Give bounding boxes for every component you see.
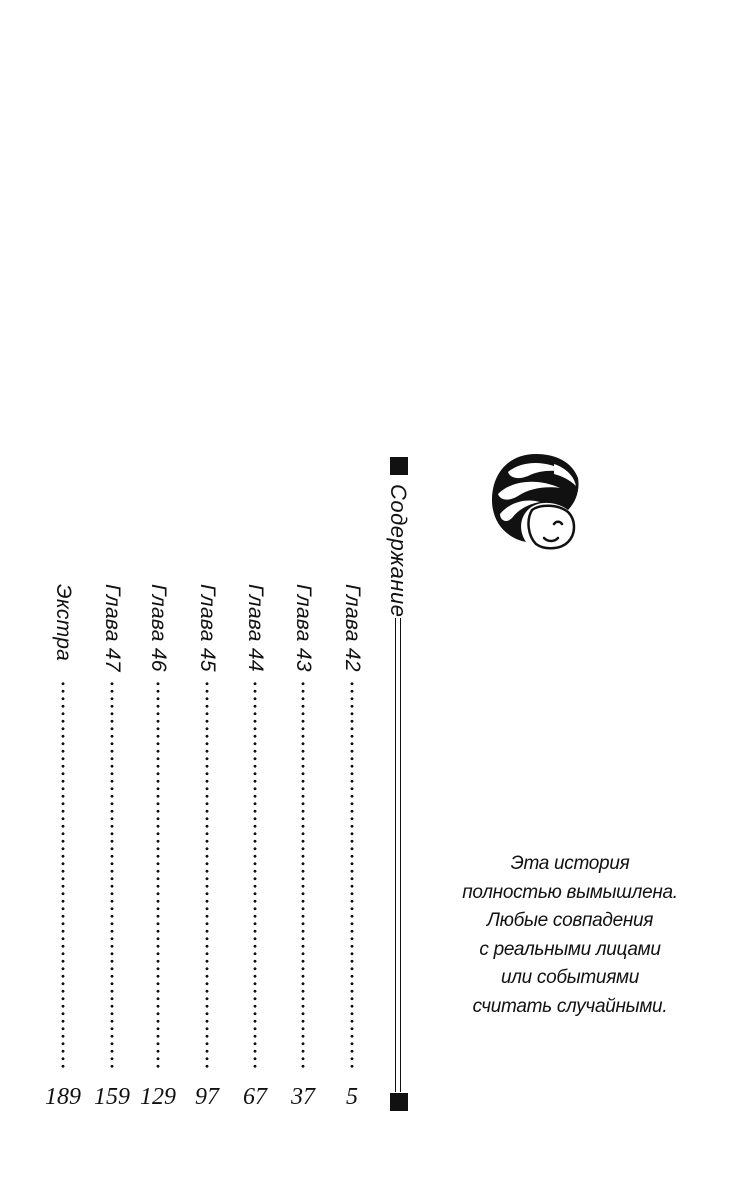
toc-leader-dots <box>301 680 305 1070</box>
toc-entry-label: Глава 44 <box>244 584 267 672</box>
toc-leader-dots <box>156 680 160 1070</box>
toc-entry-label: Глава 43 <box>292 584 315 672</box>
toc-entry[interactable] <box>235 584 275 1114</box>
toc-entry[interactable] <box>187 584 227 1114</box>
toc-entry-page: 97 <box>195 1084 219 1110</box>
toc-leader-dots <box>61 680 65 1070</box>
contents-title: Содержание <box>386 484 411 618</box>
toc-entry-label: Глава 42 <box>341 584 364 672</box>
toc-entry[interactable] <box>332 584 372 1114</box>
toc-entry-label: Глава 47 <box>101 584 124 672</box>
toc-entry[interactable] <box>43 584 83 1114</box>
disclaimer-line: или событиями <box>500 967 640 988</box>
disclaimer-line: с реальными лицами <box>479 938 661 960</box>
contents-start-marker <box>390 457 408 475</box>
disclaimer-line: Эта история <box>510 853 630 874</box>
contents-divider <box>395 618 401 1092</box>
toc-entry-label: Экстра <box>52 584 75 662</box>
toc-leader-dots <box>253 680 257 1070</box>
toc-entry[interactable] <box>138 584 178 1114</box>
toc-entry-label: Глава 46 <box>147 584 170 672</box>
toc-entry-page: 189 <box>45 1084 81 1110</box>
disclaimer-line: Любые совпадения <box>486 910 654 931</box>
toc-entry-page: 129 <box>140 1084 176 1110</box>
toc-entry-label: Глава 45 <box>196 584 219 672</box>
woman-face-logo-icon <box>488 450 584 554</box>
toc-entry-page: 67 <box>243 1084 267 1110</box>
toc-leader-dots <box>350 680 354 1070</box>
disclaimer-line: считать случайными. <box>472 995 668 1017</box>
toc-entry-page: 37 <box>291 1084 315 1110</box>
fiction-disclaimer <box>460 850 680 1021</box>
toc-leader-dots <box>110 680 114 1070</box>
disclaimer-line: полностью вымышлена. <box>462 881 678 903</box>
toc-entry-page: 159 <box>94 1084 130 1110</box>
toc-entry[interactable] <box>92 584 132 1114</box>
toc-leader-dots <box>205 680 209 1070</box>
contents-end-marker <box>390 1093 408 1111</box>
toc-entry[interactable] <box>283 584 323 1114</box>
toc-entry-page: 5 <box>346 1084 358 1110</box>
